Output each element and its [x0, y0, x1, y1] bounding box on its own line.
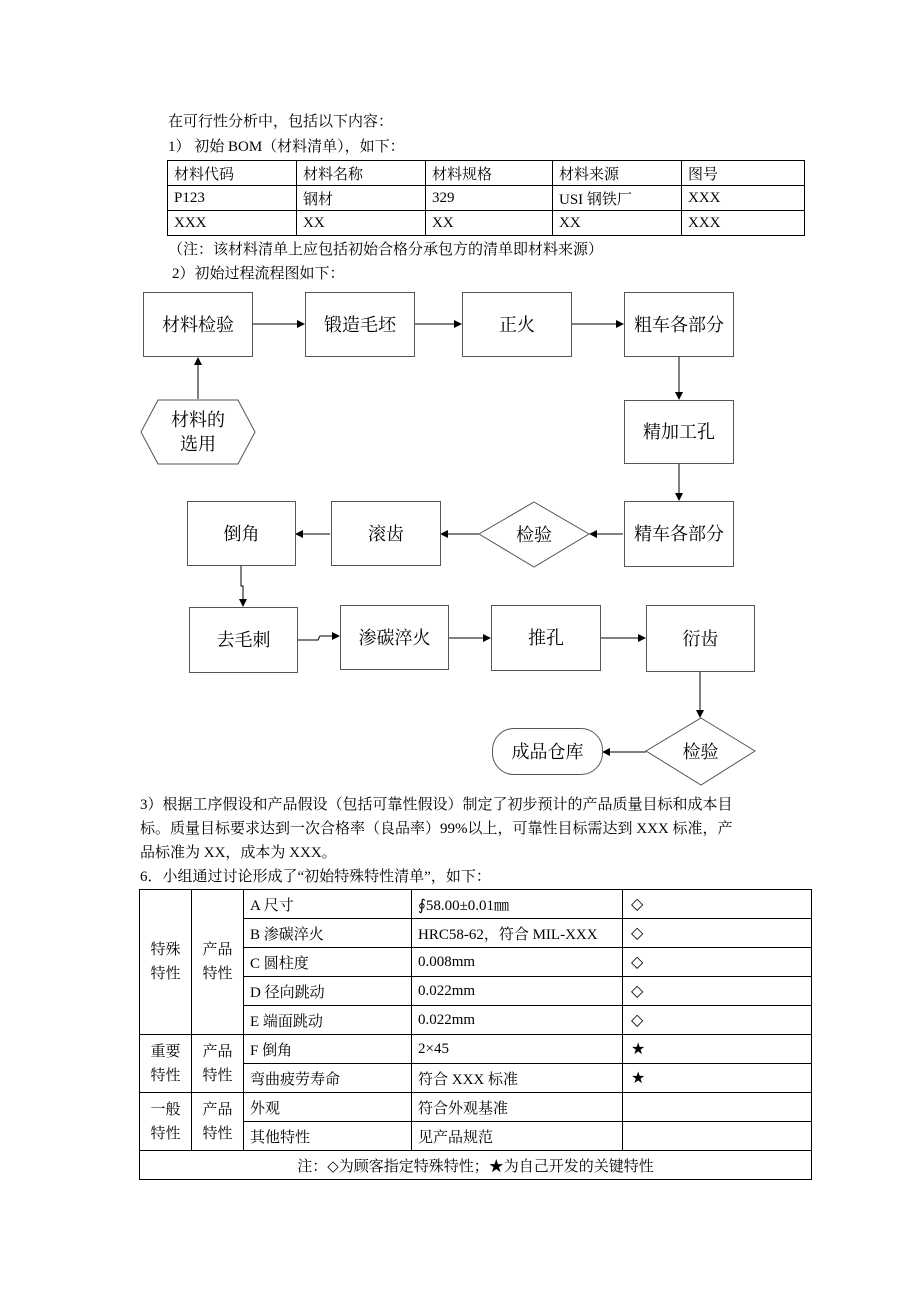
special-characteristics-table: [139, 889, 812, 1180]
mark-cell: ★: [623, 1035, 812, 1064]
table-cell: 钢材: [297, 186, 426, 211]
node-chamfer: [187, 501, 296, 566]
node-label: 检验: [682, 741, 719, 762]
node-label: 检验: [516, 524, 552, 545]
mark-cell: ◇: [623, 919, 812, 948]
node-label: 去毛刺: [216, 630, 271, 650]
node-label: 材料检验: [162, 314, 234, 335]
mark-cell: ◇: [623, 977, 812, 1006]
node-label: 锻造毛坯: [324, 314, 396, 335]
table-cell: 329: [426, 186, 553, 211]
group-label: 特殊: [150, 942, 181, 958]
table-row: [140, 1093, 812, 1122]
table-cell: XX: [426, 211, 553, 236]
node-forging: [305, 292, 415, 357]
table-cell: P123: [168, 186, 297, 211]
table-cell: XX: [297, 211, 426, 236]
group-label: 产品: [202, 1043, 233, 1060]
spec-cell: 符合 XXX 标准: [412, 1064, 623, 1093]
node-rough-turning: [624, 292, 734, 357]
node-warehouse: [492, 728, 603, 775]
item-cell: B 渗碳淬火: [244, 919, 412, 948]
intro-text: 在可行性分析中，包括以下内容：: [168, 114, 394, 130]
group-cell-special: [140, 890, 192, 1035]
spec-cell: 0.022mm: [412, 1006, 623, 1035]
table-cell: USI 钢铁厂: [553, 186, 682, 211]
group-cell-general: [140, 1093, 192, 1151]
node-deburring: [189, 607, 298, 673]
node-label: 倒角: [223, 523, 260, 544]
node-label: 渗碳淬火: [358, 627, 431, 648]
item-cell: D 径向跳动: [244, 977, 412, 1006]
node-hobbing: [331, 501, 441, 566]
group-cell-product: [192, 890, 244, 1035]
mark-cell: ★: [623, 1064, 812, 1093]
node-label: 粗车各部分: [634, 314, 724, 335]
node-broaching: [491, 605, 601, 671]
node-label: 材料的: [171, 410, 225, 430]
spec-cell: ∮58.00±0.01㎜: [412, 890, 623, 919]
node-label: 选用: [180, 434, 216, 454]
node-label: 精加工孔: [643, 422, 715, 442]
table-cell: XXX: [682, 186, 805, 211]
mark-cell: ◇: [623, 948, 812, 977]
group-label: 产品: [202, 1101, 233, 1118]
group-label: 产品: [202, 942, 233, 958]
node-finish-hole: [624, 400, 734, 464]
targets-line-1: 3）根据工序假设和产品假设（包括可靠性假设）制定了初步预计的产品质量目标和成本目: [140, 797, 733, 813]
item-cell: 弯曲疲劳寿命: [244, 1064, 412, 1093]
table-note: 注：◇为顾客指定特殊特性；★为自己开发的关键特性: [140, 1151, 812, 1180]
node-material-selection: [141, 400, 255, 464]
special-heading: 6．小组通过讨论形成了“初始特殊特性清单”，如下：: [140, 869, 491, 885]
table-cell: XXX: [682, 211, 805, 236]
flow-heading: 2）初始过程流程图如下：: [172, 266, 345, 282]
node-label: 衍齿: [682, 628, 719, 649]
header-cell: 材料名称: [297, 161, 426, 186]
node-label: 正火: [499, 314, 535, 335]
node-label: 滚齿: [368, 523, 404, 544]
item-cell: A 尺寸: [244, 890, 412, 919]
mark-cell: [623, 1093, 812, 1122]
table-row: [140, 890, 812, 919]
item-cell: F 倒角: [244, 1035, 412, 1064]
spec-cell: 0.022mm: [412, 977, 623, 1006]
group-label: 特性: [150, 1067, 181, 1084]
spec-cell: 2×45: [412, 1035, 623, 1064]
group-label: 一般: [150, 1101, 181, 1118]
node-inspection-2: [646, 718, 755, 785]
node-label: 推孔: [528, 628, 564, 648]
item-cell: 其他特性: [244, 1122, 412, 1151]
group-cell-product: [192, 1093, 244, 1151]
header-cell: 材料代码: [168, 161, 297, 186]
group-cell-product: [192, 1035, 244, 1093]
group-label: 特性: [202, 1067, 233, 1084]
table-note-row: [140, 1151, 812, 1180]
table-cell: XXX: [168, 211, 297, 236]
header-cell: 图号: [682, 161, 805, 186]
targets-line-3: 品标准为 XX，成本为 XXX。: [140, 845, 337, 861]
group-label: 特性: [202, 966, 233, 982]
node-material-inspection: [143, 292, 253, 357]
item-cell: C 圆柱度: [244, 948, 412, 977]
header-cell: 材料规格: [426, 161, 553, 186]
group-cell-important: [140, 1035, 192, 1093]
spec-cell: 见产品规范: [412, 1122, 623, 1151]
node-normalizing: [462, 292, 572, 357]
mark-cell: ◇: [623, 890, 812, 919]
node-label: 精车各部分: [634, 524, 724, 544]
spec-cell: 符合外观基准: [412, 1093, 623, 1122]
node-inspection-1: [479, 502, 589, 567]
mark-cell: [623, 1122, 812, 1151]
group-label: 重要: [150, 1043, 181, 1060]
node-label: 成品仓库: [511, 741, 584, 762]
node-carburizing: [340, 605, 449, 670]
table-cell: XX: [553, 211, 682, 236]
header-cell: 材料来源: [553, 161, 682, 186]
group-label: 特性: [150, 1125, 181, 1142]
mark-cell: ◇: [623, 1006, 812, 1035]
table-row: [140, 1035, 812, 1064]
bom-heading: 1） 初始 BOM（材料清单），如下：: [168, 139, 405, 155]
spec-cell: 0.008mm: [412, 948, 623, 977]
bom-note: （注：该材料清单上应包括初始合格分承包方的清单即材料来源）: [168, 242, 604, 258]
node-finish-turning: [624, 501, 734, 567]
item-cell: E 端面跳动: [244, 1006, 412, 1035]
spec-cell: HRC58-62，符合 MIL-XXX: [412, 919, 623, 948]
group-label: 特性: [202, 1125, 233, 1142]
node-shaving: [646, 605, 755, 672]
item-cell: 外观: [244, 1093, 412, 1122]
arrow-deburring-to-carburizing: [298, 636, 339, 640]
targets-line-2: 标。质量目标要求达到一次合格率（良品率）99%以上，可靠性目标需达到 XXX 标准，产: [140, 821, 733, 837]
arrow-chamfer-to-deburring: [241, 566, 243, 606]
group-label: 特性: [150, 966, 181, 982]
